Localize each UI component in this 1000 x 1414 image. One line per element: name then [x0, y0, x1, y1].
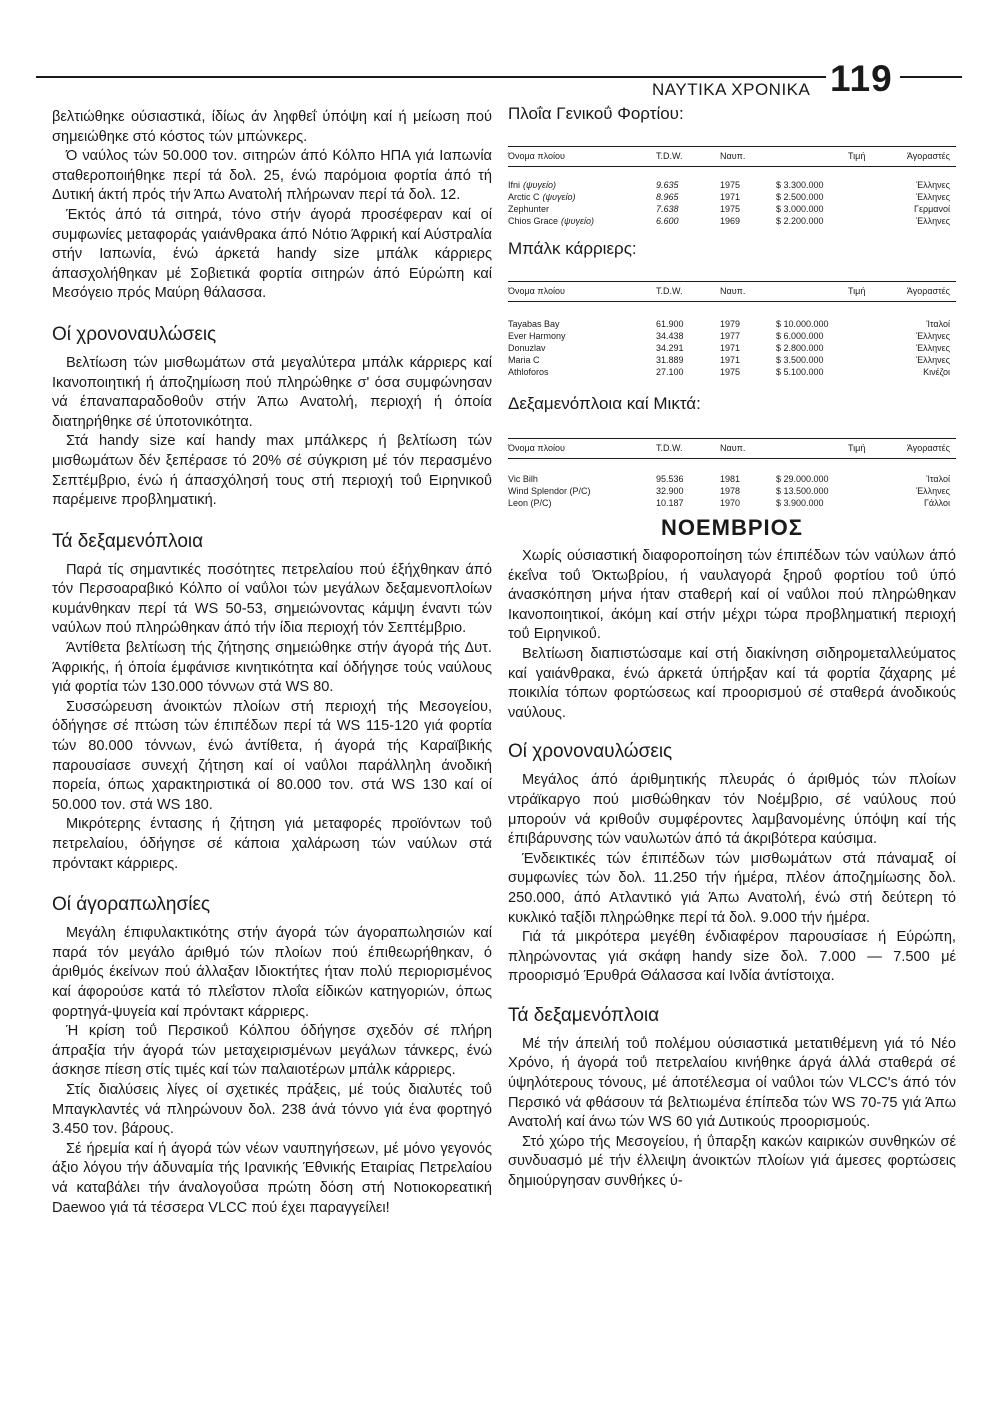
col-header-price: Τιμή — [848, 151, 866, 161]
ship-note: (ψυγείο) — [523, 180, 556, 190]
table-title-general-cargo: Πλοΐα Γενικοΰ Φορτίου: — [508, 104, 684, 123]
ship-tdw: 27.100 — [656, 367, 684, 377]
table-header — [508, 442, 956, 454]
paragraph: Σέ ήρεμία καί ή άγορά τών νέων ναυπηγήσεων, μέ μόνο γεγονός άξιο λόγου τήν άδυναμία τής Ιρανικής Έθνικής Εταιρίας Πετρελαίου νά καταβάλει τήν άναλογοΰσα πρώτη δόση στή Νοτιοκορεατική Daewoo γιά τά τέσσερα VLCC πού έχει παραγγείλει! — [52, 1140, 492, 1216]
ship-name: Maria C — [508, 355, 540, 365]
ship-name — [508, 191, 575, 203]
ship-name: Wind Splendor (P/C) — [508, 486, 591, 496]
left-column — [52, 108, 492, 1218]
paragraph: Βελτίωση διαπιστώσαμε καί στή διακίνηση σιδηρομεταλλεύματος καί γαιάνθρακα, ένώ άρκετά ύπήρξαν καί τά φορτία ζάχαρης μέ ποικιλία τόπων φορτώσεως καί προορισμού σέ σταθερά άνοδικούς ναύλους. — [508, 645, 956, 721]
col-header-buyer: Άγοραστές — [906, 286, 950, 296]
paragraph: Παρά τίς σημαντικές ποσότητες πετρελαίου πού έξήχθηκαν άπό τόν Περσοαραβικό Κόλπο οί ναΰλοι τών μεγάλων δεξαμενοπλοίων κυμάνθηκαν περί τά WS 50-53, σημειώνοντας κάμψη έναντι τών ναύλων πού πληρώθηκαν άπό τήν ίδια περιοχή τόν Σεπτέμβριο. — [52, 561, 492, 637]
paragraph: Μεγάλη έπιφυλακτικότης στήν άγορά τών άγοραπωλησιών καί παρά τόν μεγάλο άριθμό τών πλοίων πού έπιθεωρήθηκαν, ό άριθμός έκείνων πού άλλαξαν Ιδιοκτήτες ήταν πολύ περιορισμένος καί άφορούσε κατά τό πλεΐστον πλοΐα είδικών κατηγοριών, όπως φορτηγά-ψυγεία καί πρόντακτ κάρριερς. — [52, 925, 492, 1020]
ship-buyer: Έλληνες — [916, 180, 950, 190]
ship-year: 1978 — [720, 486, 741, 496]
section-heading: Οί χρονοναυλώσεις — [52, 323, 217, 345]
ship-tdw: 34.291 — [656, 343, 684, 353]
paragraph: Ό ναύλος τών 50.000 τον. σιτηρών άπό Κόλπο ΗΠΑ γιά Ιαπωνία σταθεροποιήθηκε περί τά δολ. 25, ένώ παρόμοια φορτία άπό τή Δυτική άκτή πρός τήν Άπω Ανατολή πλήρωναν περί τά δολ. 12. — [52, 148, 492, 204]
ship-year: 1971 — [720, 192, 741, 202]
table-header — [508, 150, 956, 162]
table-title-tankers: Δεξαμενόπλοια καί Μικτά: — [508, 394, 701, 413]
table-row — [508, 497, 956, 509]
col-header-price: Τιμή — [848, 443, 866, 453]
ship-buyer: Έλληνες — [916, 355, 950, 365]
ship-name-text: Arctic C — [508, 192, 540, 202]
table-rule — [508, 301, 956, 302]
table-rule — [508, 458, 956, 459]
table-row — [508, 485, 956, 497]
ship-tdw: 32.900 — [656, 486, 684, 496]
col-header-tdw: T.D.W. — [656, 151, 683, 161]
table-row — [508, 342, 956, 354]
ship-price: $ 3.900.000 — [776, 498, 824, 508]
ship-note: (ψυγείο) — [542, 192, 576, 202]
ship-tdw: 31.889 — [656, 355, 684, 365]
ship-name: Ever Harmony — [508, 331, 566, 341]
paragraph: Στίς διαλύσεις λίγες οί σχετικές πράξεις, μέ τούς διαλυτές τοΰ Μπαγκλαντές νά πληρώνουν δολ. 238 άνά τόννο γιά ένα φορτηγό 3.450 τον. βάρους. — [52, 1081, 492, 1138]
ship-price: $ 2.800.000 — [776, 343, 824, 353]
ship-tdw: 6.600 — [656, 216, 679, 226]
right-column — [508, 104, 956, 1192]
col-header-year: Ναυπ. — [720, 286, 746, 296]
paragraph: Χωρίς ούσιαστική διαφοροποίηση τών έπιπέδων τών ναύλων άπό έκεΐνα τοΰ Όκτωβρίου, ή ναυλαγορά ξηροΰ φορτίου τοΰ ύπό άνασκόπηση μήνα ήταν σταθερή καί οί ναΰλοι πού πληρώθηκαν Ικανοποιητικοί, άκόμη καί στήν μέχρι τώρα προβληματική περιοχή τοΰ Ειρηνικοΰ. — [508, 548, 956, 643]
tanker-rows — [508, 473, 956, 509]
col-header-buyer: Άγοραστές — [906, 151, 950, 161]
paragraph: Μικρότερης έντασης ή ζήτηση γιά μεταφορές προϊόντων τοΰ πετρελαίου, όδήγησε σέ κάποια χαλάρωση τών ναύλων στά πρόντακτ κάρριερς. — [52, 816, 492, 872]
ship-buyer: Γερμανοί — [914, 204, 950, 214]
table-row — [508, 215, 956, 227]
ship-name — [508, 215, 594, 227]
table-row — [508, 203, 956, 215]
ship-name — [508, 179, 556, 191]
header-rule-right — [900, 76, 962, 78]
paragraph: Μεγάλος άπό άριθμητικής πλευράς ό άριθμός τών πλοίων ντράϊκαργο πού μισθώθηκαν τόν Νοέμβριο, σέ ναύλους πού μπορούν νά κριθοΰν συμφέροντες λαμβανομένης ύπόψη καί τής έπιβάρυνσης τών ναυλωτών άπό τά άκριβότερα καύσιμα. — [508, 772, 956, 848]
col-header-name: Όνομα πλοίου — [508, 286, 565, 296]
col-header-tdw: T.D.W. — [656, 286, 683, 296]
ship-name: Tayabas Bay — [508, 319, 560, 329]
col-header-name: Όνομα πλοίου — [508, 443, 565, 453]
col-header-year: Ναυπ. — [720, 151, 746, 161]
ship-name: Athloforos — [508, 367, 549, 377]
table-title-bulk: Μπάλκ κάρριερς: — [508, 239, 637, 258]
ship-tdw: 95.536 — [656, 474, 684, 484]
table-rule — [508, 438, 956, 439]
ship-buyer: Έλληνες — [916, 192, 950, 202]
ship-name-text: Chios Grace — [508, 216, 559, 226]
ship-name: Donuzlav — [508, 343, 546, 353]
ship-name: Zephunter — [508, 204, 550, 214]
paragraph: βελτιώθηκε ούσιαστικά, ίδίως άν ληφθεΐ ύπόψη καί ή μείωση πού σημειώθηκε στό κόστος τών μπώνκερς. — [52, 109, 492, 145]
header-rule-left — [36, 76, 826, 78]
ship-buyer: Έλληνες — [916, 343, 950, 353]
ship-buyer: Έλληνες — [916, 331, 950, 341]
table-row — [508, 473, 956, 485]
table-rule — [508, 166, 956, 167]
ship-buyer: Ίταλοί — [926, 474, 950, 484]
ship-year: 1981 — [720, 474, 741, 484]
ship-price: $ 10.000.000 — [776, 319, 829, 329]
ship-tdw: 61.900 — [656, 319, 684, 329]
ship-price: $ 13.500.000 — [776, 486, 829, 496]
section-heading: Τά δεξαμενόπλοια — [508, 1004, 660, 1026]
col-header-tdw: T.D.W. — [656, 443, 683, 453]
table-rule — [508, 281, 956, 282]
ship-buyer: Γάλλοι — [923, 498, 950, 508]
ship-tdw: 7.638 — [656, 204, 679, 214]
ship-name: Vic Bilh — [508, 474, 538, 484]
ship-tdw: 10.187 — [656, 498, 684, 508]
section-heading: Οί χρονοναυλώσεις — [508, 741, 673, 763]
table-row — [508, 354, 956, 366]
ship-year: 1969 — [720, 216, 741, 226]
table-row — [508, 366, 956, 378]
ship-price: $ 2.200.000 — [776, 216, 824, 226]
ship-year: 1975 — [720, 204, 741, 214]
ship-buyer: Έλληνες — [916, 216, 950, 226]
paragraph: Γιά τά μικρότερα μεγέθη ένδιαφέρον παρουσίασε ή Εύρώπη, πληρώνοντας γιά σκάφη handy size δολ. 7.000 — 7.500 μέ προορισμό Έρυθρά Θάλασσα καί Ινδία άντίστοιχα. — [508, 929, 956, 985]
col-header-year: Ναυπ. — [720, 443, 746, 453]
november-report — [508, 547, 956, 1192]
ship-year: 1979 — [720, 319, 741, 329]
ship-price: $ 29.000.000 — [776, 474, 829, 484]
ship-buyer: Ίταλοί — [926, 319, 950, 329]
magazine-title: ΝΑΥΤΙΚΑ ΧΡΟΝΙΚΑ — [652, 80, 811, 99]
table-rule — [508, 146, 956, 147]
ship-price: $ 2.500.000 — [776, 192, 824, 202]
month-title: ΝΟΕΜΒΡΙΟΣ — [661, 515, 803, 540]
col-header-price: Τιμή — [848, 286, 866, 296]
paragraph: Βελτίωση τών μισθωμάτων στά μεγαλύτερα μπάλκ κάρριερς καί Ικανοποιητική ή άποζημίωση πού πληρώθηκε σ' όσα συμφώνησαν νά έπαναπαραδοθοΰν στήν Άπω Ανατολή, περιοχή ή όποία διατηρήθηκε σέ ύποτονικότητα. — [52, 354, 492, 430]
ship-note: (ψυγείο) — [561, 216, 594, 226]
paragraph: Άντίθετα βελτίωση τής ζήτησης σημειώθηκε στήν άγορά τής Δυτ. Άφρικής, ή όποία έμφάνισε κινητικότητα καί όδήγησε τούς ναύλους γιά φορτία τών 130.000 τόννων στά WS 80. — [52, 640, 492, 696]
ship-price: $ 3.500.000 — [776, 355, 824, 365]
paragraph: Ή κρίση τοΰ Περσικοΰ Κόλπου όδήγησε σχεδόν σέ πλήρη άπραξία τήν άγορά τών μεταχειρισμένων μεγάλων τάνκερς, ένώ άσκησε πίεση στίς τιμές καί τών παλαιοτέρων μπάλκ κάρριερς. — [52, 1023, 492, 1079]
table-row — [508, 330, 956, 342]
ship-buyer: Κινέζοι — [923, 367, 950, 377]
paragraph: Μέ τήν άπειλή τοΰ πολέμου ούσιαστικά μετατιθέμενη γιά τό Νέο Χρόνο, ή άγορά τοΰ πετρελαίου κινήθηκε άργά άλλά σταθερά σέ ύψηλότερους τόνους, μέ άποτέλεσμα οί ναΰλοι τών VLCC's άπό τόν Περσικό νά φθάσουν τά βελτιωμένα έπίπεδα τών WS 70-75 γιά Άπω Ανατολή καί άνω τών WS 60 γιά Δυτικούς προορισμούς. — [508, 1035, 956, 1131]
ship-name-text: Ifni — [508, 180, 521, 190]
table-row — [508, 179, 956, 191]
ship-year: 1975 — [720, 367, 741, 377]
paragraph: Ένδεικτικές τών έπιπέδων τών μισθωμάτων στά πάναμαξ οί συμφωνίες τών δολ. 11.250 τήν ήμέρα, πλέον άποζημίωσης δολ. 250.000, άπό Ατλαντικό γιά Άπω Ανατολή, ένώ στή δεύτερη τό κυκλικό ταξίδι πληρώθηκε περί τά δολ. 9.000 τήν ήμέρα. — [508, 850, 956, 926]
paragraph: Συσσώρευση άνοικτών πλοίων στή περιοχή τής Μεσογείου, όδήγησε σέ πτώση τών έπιπέδων περί τά WS 115-120 γιά φορτία τών 80.000 τόννων, ένώ άντίθετα, ή άγορά τής Καραϊβικής παρουσίασε συνεχή ζήτηση καί οί ναΰλοι παράλληλη άνοδική πορεία, όπως χαρακτηριστικά οί 80.000 τον. στά WS 130 καί οί 50.000 τον. στά WS 180. — [52, 698, 492, 813]
ship-year: 1977 — [720, 331, 741, 341]
ship-price: $ 3.300.000 — [776, 180, 824, 190]
ship-year: 1975 — [720, 180, 741, 190]
ship-name: Leon (P/C) — [508, 498, 552, 508]
general-cargo-rows — [508, 179, 956, 227]
section-heading: Τά δεξαμενόπλοια — [52, 530, 204, 552]
page-number: 119 — [830, 58, 893, 99]
ship-price: $ 5.100.000 — [776, 367, 824, 377]
paragraph: Στά handy size καί handy max μπάλκερς ή βελτίωση τών μισθωμάτων δέν ξεπέρασε τό 20% σέ σύγκριση μέ τόν περασμένο Σεπτέμβριο, ένώ ή άπασχόλησή τους στή περιοχή τοΰ Ειρηνικοΰ παρέμεινε προβληματική. — [52, 433, 492, 509]
section-heading: Οί άγοραπωλησίες — [52, 894, 211, 916]
ship-price: $ 3.000.000 — [776, 204, 824, 214]
ship-buyer: Έλληνες — [916, 486, 950, 496]
ship-tdw: 9.635 — [656, 180, 679, 190]
ship-year: 1970 — [720, 498, 741, 508]
table-header — [508, 285, 956, 297]
table-row — [508, 318, 956, 330]
col-header-buyer: Άγοραστές — [906, 443, 950, 453]
paragraph: Έκτός άπό τά σιτηρά, τόνο στήν άγορά προσέφεραν καί οί συμφωνίες μεταφοράς γαιάνθρακα άπό Νότιο Άφρική καί Αύστραλία στήν Ιαπωνία, ένώ άρκετά handy size μπάλκ κάρριερς άπασχολήθηκαν μέ Σοβιετικά φορτία σιτηρών άπό Εύρώπη καί Μεσόγειο πρός Μαύρη θάλασσα. — [52, 206, 492, 302]
ship-tdw: 8.965 — [656, 192, 679, 202]
paragraph: Στό χώρο τής Μεσογείου, ή ΰπαρξη κακών καιρικών συνθηκών σέ συνδυασμό μέ τήν έλλειψη άνοικτών πλοίων γιά άμεσες φορτώσεις δημιούργησαν συνθήκες ύ- — [508, 1133, 956, 1190]
bulk-rows — [508, 318, 956, 378]
ship-year: 1971 — [720, 355, 741, 365]
ship-year: 1971 — [720, 343, 741, 353]
table-row — [508, 191, 956, 203]
col-header-name: Όνομα πλοίου — [508, 151, 565, 161]
ship-tdw: 34.438 — [656, 331, 684, 341]
ship-price: $ 6.000.000 — [776, 331, 824, 341]
